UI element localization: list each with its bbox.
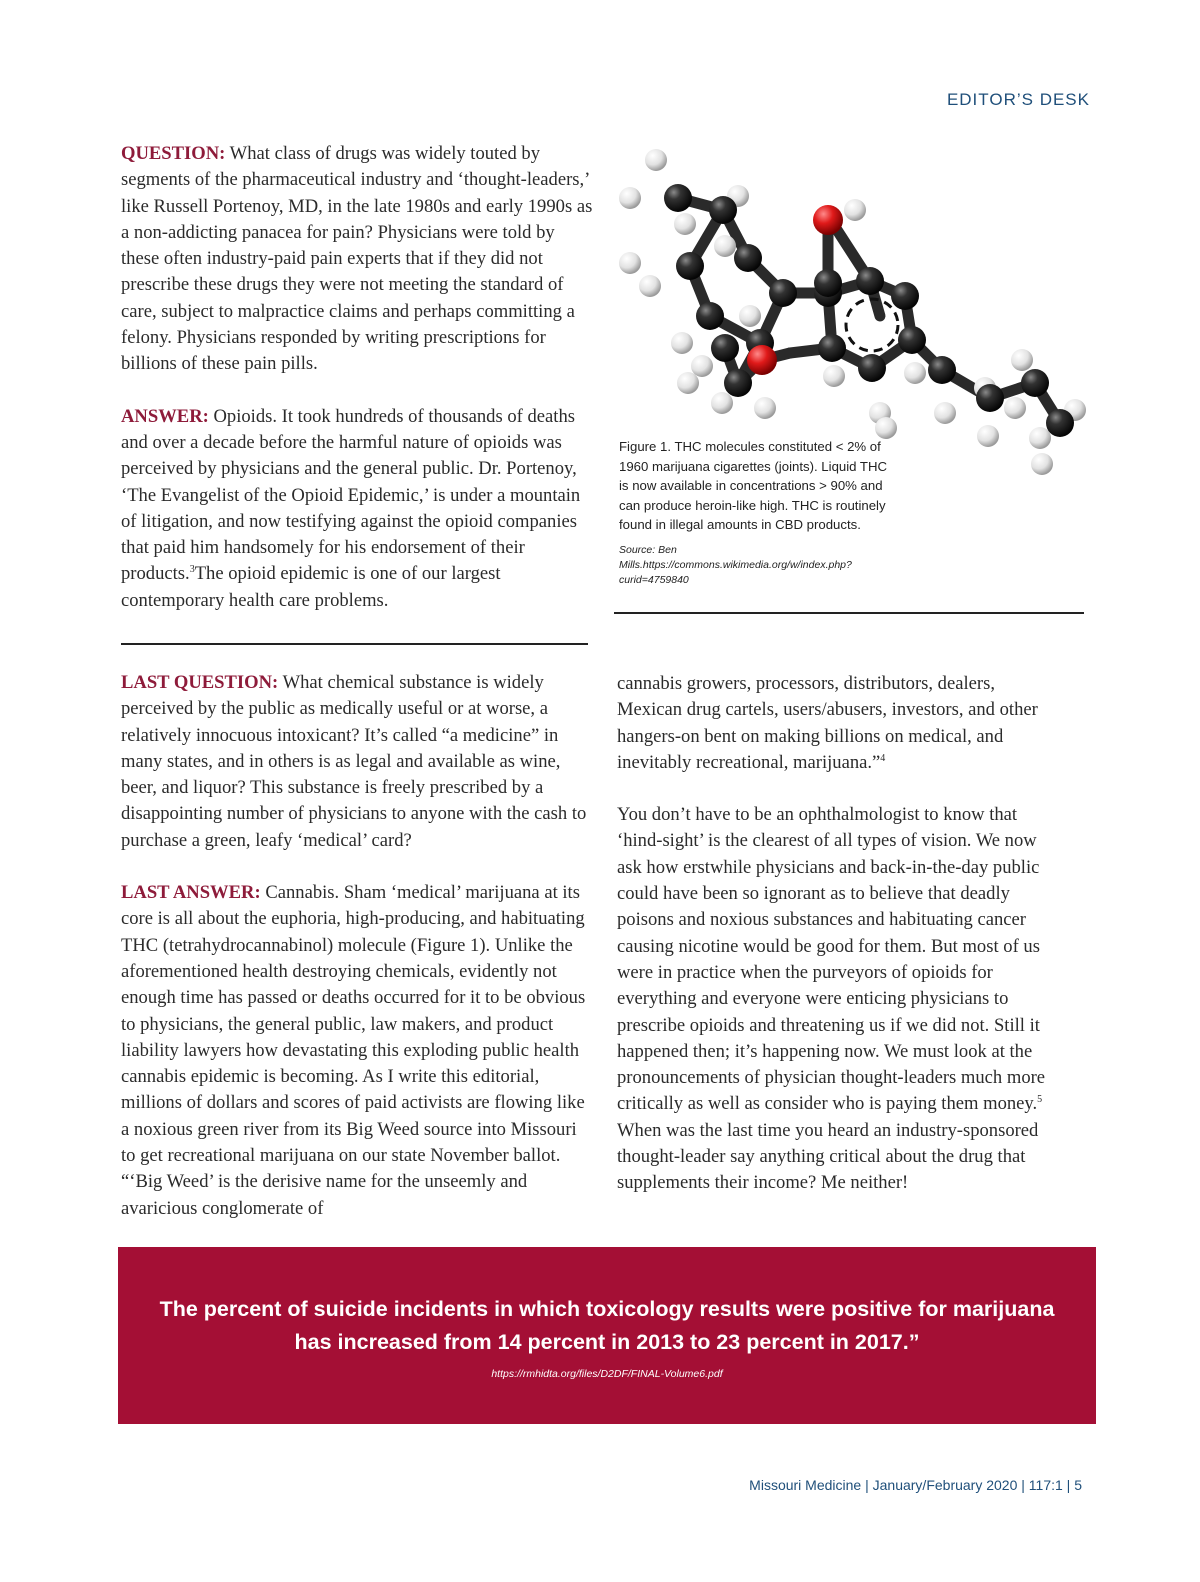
- closing-text: You don’t have to be an ophthalmologist to know that ‘hind-sight’ is the clearest of all types of vision. We now ask how erstwhile physicians and back-in-the-day public could have been so ignorant as to believe that deadly poisons and noxious substances and habituating cancer causing nicotine would be good for them. But most of us were in practice when the purveyors of opioids for everything and everyone were enticing physicians to prescribe opioids and threatening us if we did not. Still it happened then; it’s happening now. We must look at the pronouncements of physician thought-leaders much more critically as well as consider who is paying them money.: [617, 804, 1046, 1115]
- left-divider: [121, 643, 588, 645]
- last-answer-text: Cannabis. Sham ‘medical’ marijuana at its core is all about the euphoria, high-producing, and habituating THC (tetrahydrocannabinol) molecule (Figure 1). Unlike the aforementioned health destroying chemicals, evidently not enough time has passed or deaths occurred for it to be obvious to physicians, the general public, law makers, and product liability lawyers how devastating this exploding public health cannabis epidemic is becoming. As I write this editorial, millions of dollars and scores of paid activists are flowing like a noxious green river from its Big Weed source into Missouri to get recreational marijuana on our state November ballot. “‘Big Weed’ is the derisive name for the unseemly and avaricious conglomerate of: [121, 882, 586, 1219]
- question-text: What class of drugs was widely touted by segments of the pharmaceutical industry and ‘thought-leaders,’ like Russell Portenoy, MD, in the late 1980s and early 1990s as a non-addicting panacea for pain? Physicians were told by these often industry-paid pain experts that if they did not prescribe these drugs they were not meeting the standard of care, subject to malpractice claims and perhaps committing a felony. Physicians responded by writing prescriptions for billions of these pain pills.: [121, 143, 593, 375]
- pullquote-text: The percent of suicide incidents in which toxicology results were positive for marijuana has increased from 14 percent in 2013 to 23 percent in 2017.”: [159, 1297, 1055, 1354]
- figure-caption: [619, 437, 899, 588]
- question-label: QUESTION:: [121, 143, 226, 164]
- section-label: EDITOR’S DESK: [946, 90, 1090, 109]
- page-footer: Missouri Medicine | January/February 2020 | 117:1 | 5: [749, 1477, 1082, 1493]
- last-question-text: What chemical substance is widely perceived by the public as medically useful or at worse, a relatively innocuous intoxicant? It’s called “a medicine” in many states, and in others is as legal and available as wine, beer, and liquor? This substance is freely prescribed by a disappointing number of physicians to anyone with the cash to purchase a green, leafy ‘medical’ card?: [121, 672, 587, 851]
- right-divider: [614, 612, 1084, 614]
- last-answer-paragraph: [121, 880, 595, 1222]
- answer-paragraph: [121, 404, 593, 614]
- continued-paragraph: [617, 671, 1055, 776]
- last-question-paragraph: [121, 670, 595, 854]
- editorial-continuation: [617, 671, 1055, 1197]
- last-answer-label: LAST ANSWER:: [121, 882, 261, 904]
- last-question-label: LAST QUESTION:: [121, 672, 279, 693]
- closing-paragraph: [617, 802, 1055, 1196]
- continued-text: cannabis growers, processors, distributors, dealers, Mexican drug cartels, users/abusers, investors, and other hangers-on bent on making billions on medical, and inevitably recreational, marijuana.”: [617, 673, 1038, 773]
- question-paragraph: [121, 141, 593, 378]
- closing-text-end: When was the last time you heard an industry-sponsored thought-leader say anything critical about the drug that supplements their income? Me neither!: [617, 1119, 1039, 1194]
- reference-4: 4: [880, 752, 886, 764]
- answer-label: ANSWER:: [121, 405, 209, 427]
- reference-3: 3: [189, 564, 195, 576]
- answer-text: Opioids. It took hundreds of thousands of deaths and over a decade before the harmful nature of opioids was perceived by physicians and the general public. Dr. Portenoy, ‘The Evangelist of the Opioid Epidemic,’ is under a mountain of litigation, and now testifying against the opioid companies that paid him handsomely for his endorsement of their products.: [121, 405, 581, 585]
- pullquote-banner: [118, 1247, 1096, 1424]
- qa-block-cannabis: [121, 670, 595, 1222]
- figure-source: Source: Ben Mills.https://commons.wikimedia.org/w/index.php?curid=4759840: [619, 543, 852, 586]
- answer-text-end: The opioid epidemic is one of our largest contemporary health care problems.: [121, 563, 501, 611]
- qa-block-opioids: [121, 141, 593, 614]
- reference-5: 5: [1037, 1094, 1043, 1106]
- thc-molecule-figure: [590, 138, 1100, 478]
- pullquote-source-link[interactable]: https://rmhidta.org/files/D2DF/FINAL-Volume6.pdf: [491, 1368, 723, 1380]
- figure-caption-text: Figure 1. THC molecules constituted < 2% of 1960 marijuana cigarettes (joints). Liquid THC is now available in concentrations > 90% and can produce heroin-like high. THC is routinely found in illegal amounts in CBD products.: [619, 439, 888, 532]
